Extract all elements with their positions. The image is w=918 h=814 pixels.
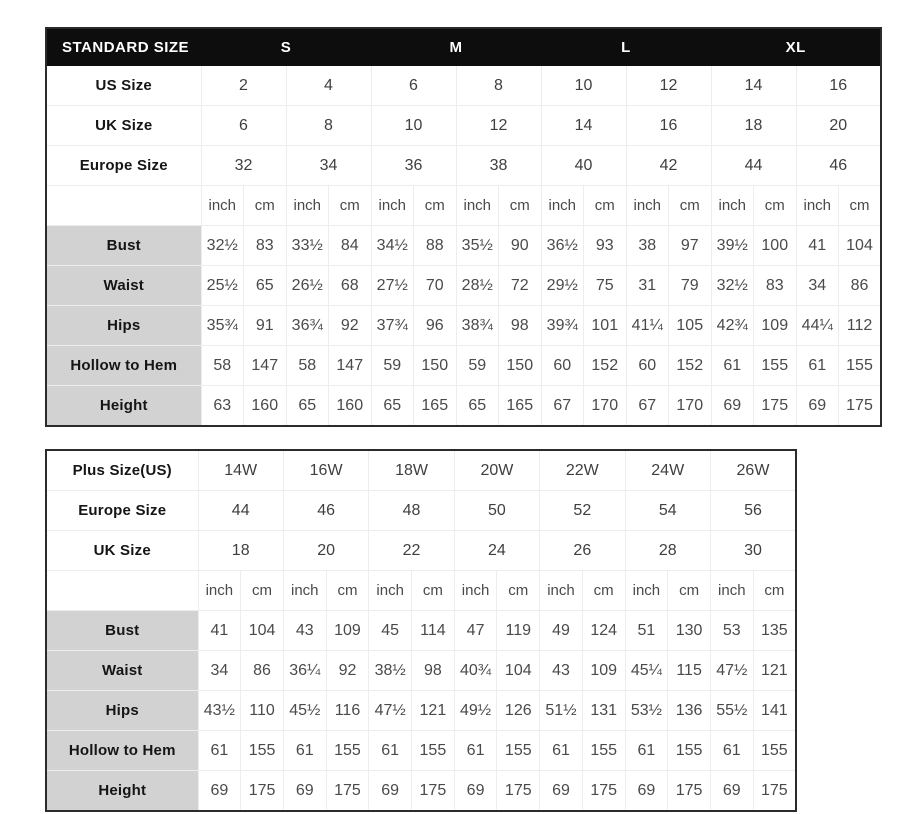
measure-value-cell: 92 — [326, 651, 369, 691]
measure-value-cell: 175 — [582, 771, 625, 812]
size-value-cell: 4 — [286, 66, 371, 106]
size-row — [46, 106, 881, 146]
measure-row — [46, 226, 881, 266]
unit-inch-cell: inch — [198, 571, 241, 611]
size-value-cell: 46 — [796, 146, 881, 186]
measure-value-cell: 38¾ — [456, 306, 499, 346]
size-value-cell: 38 — [456, 146, 541, 186]
row-label-cell: Europe Size — [46, 146, 201, 186]
unit-inch-cell: inch — [456, 186, 499, 226]
measure-value-cell: 36¼ — [283, 651, 326, 691]
measure-value-cell: 61 — [625, 731, 668, 771]
measure-row — [46, 306, 881, 346]
measure-value-cell: 112 — [839, 306, 882, 346]
size-row — [46, 531, 796, 571]
size-value-cell: 8 — [286, 106, 371, 146]
measure-value-cell: 49 — [540, 611, 583, 651]
measure-value-cell: 75 — [584, 266, 627, 306]
unit-inch-cell: inch — [541, 186, 584, 226]
measure-value-cell: 160 — [329, 386, 372, 427]
size-value-cell: 6 — [371, 66, 456, 106]
measure-label-cell: Height — [46, 771, 198, 812]
measure-value-cell: 49½ — [454, 691, 497, 731]
unit-cm-cell: cm — [754, 186, 797, 226]
size-group-cell: XL — [711, 28, 881, 66]
measure-value-cell: 88 — [414, 226, 457, 266]
size-value-cell: 20W — [454, 450, 539, 491]
size-value-cell: 50 — [454, 491, 539, 531]
measure-row — [46, 386, 881, 427]
unit-inch-cell: inch — [540, 571, 583, 611]
measure-value-cell: 27½ — [371, 266, 414, 306]
measure-value-cell: 160 — [244, 386, 287, 427]
measure-value-cell: 69 — [540, 771, 583, 812]
measure-value-cell: 109 — [582, 651, 625, 691]
measure-label-cell: Bust — [46, 226, 201, 266]
row-label-cell: Plus Size(US) — [46, 450, 198, 491]
measure-row — [46, 651, 796, 691]
measure-value-cell: 69 — [198, 771, 241, 812]
measure-value-cell: 44¼ — [796, 306, 839, 346]
measure-value-cell: 100 — [754, 226, 797, 266]
unit-inch-cell: inch — [711, 186, 754, 226]
measure-value-cell: 175 — [753, 771, 796, 812]
measure-value-cell: 41 — [198, 611, 241, 651]
unit-cm-cell: cm — [412, 571, 455, 611]
measure-value-cell: 69 — [369, 771, 412, 812]
measure-value-cell: 55½ — [710, 691, 753, 731]
measure-value-cell: 155 — [839, 346, 882, 386]
measure-row — [46, 691, 796, 731]
size-value-cell: 6 — [201, 106, 286, 146]
size-group-cell: M — [371, 28, 541, 66]
size-value-cell: 12 — [456, 106, 541, 146]
size-value-cell: 10 — [541, 66, 626, 106]
measure-value-cell: 41 — [796, 226, 839, 266]
unit-inch-cell: inch — [369, 571, 412, 611]
size-value-cell: 34 — [286, 146, 371, 186]
row-label-cell: US Size — [46, 66, 201, 106]
measure-value-cell: 31 — [626, 266, 669, 306]
measure-value-cell: 124 — [582, 611, 625, 651]
size-value-cell: 48 — [369, 491, 454, 531]
measure-label-cell: Bust — [46, 611, 198, 651]
unit-cm-cell: cm — [497, 571, 540, 611]
unit-cm-cell: cm — [584, 186, 627, 226]
row-label-cell: UK Size — [46, 531, 198, 571]
measure-value-cell: 90 — [499, 226, 542, 266]
size-value-cell: 28 — [625, 531, 710, 571]
measure-label-cell: Hips — [46, 691, 198, 731]
measure-value-cell: 69 — [625, 771, 668, 812]
size-value-cell: 40 — [541, 146, 626, 186]
unit-cm-cell: cm — [499, 186, 542, 226]
measure-value-cell: 65 — [286, 386, 329, 427]
measure-value-cell: 47½ — [369, 691, 412, 731]
size-value-cell: 20 — [796, 106, 881, 146]
unit-cm-cell: cm — [669, 186, 712, 226]
measure-value-cell: 97 — [669, 226, 712, 266]
measure-value-cell: 84 — [329, 226, 372, 266]
measure-row — [46, 266, 881, 306]
measure-value-cell: 83 — [754, 266, 797, 306]
measure-value-cell: 98 — [412, 651, 455, 691]
unit-inch-cell: inch — [796, 186, 839, 226]
measure-value-cell: 101 — [584, 306, 627, 346]
measure-value-cell: 39½ — [711, 226, 754, 266]
table-title-cell: STANDARD SIZE — [46, 28, 201, 66]
measure-value-cell: 152 — [584, 346, 627, 386]
measure-value-cell: 131 — [582, 691, 625, 731]
measure-value-cell: 34½ — [371, 226, 414, 266]
measure-value-cell: 165 — [414, 386, 457, 427]
measure-value-cell: 155 — [668, 731, 711, 771]
measure-value-cell: 135 — [753, 611, 796, 651]
measure-value-cell: 32½ — [201, 226, 244, 266]
unit-cm-cell: cm — [753, 571, 796, 611]
measure-value-cell: 63 — [201, 386, 244, 427]
measure-value-cell: 130 — [668, 611, 711, 651]
measure-value-cell: 35¾ — [201, 306, 244, 346]
measure-value-cell: 42¾ — [711, 306, 754, 346]
unit-inch-cell: inch — [283, 571, 326, 611]
unit-cm-cell: cm — [414, 186, 457, 226]
measure-value-cell: 53 — [710, 611, 753, 651]
measure-value-cell: 170 — [669, 386, 712, 427]
measure-value-cell: 29½ — [541, 266, 584, 306]
measure-value-cell: 175 — [326, 771, 369, 812]
unit-inch-cell: inch — [371, 186, 414, 226]
measure-label-cell: Waist — [46, 651, 198, 691]
measure-value-cell: 136 — [668, 691, 711, 731]
unit-cm-cell: cm — [839, 186, 882, 226]
measure-value-cell: 155 — [753, 731, 796, 771]
size-value-cell: 14W — [198, 450, 283, 491]
measure-value-cell: 115 — [668, 651, 711, 691]
measure-value-cell: 126 — [497, 691, 540, 731]
measure-value-cell: 72 — [499, 266, 542, 306]
measure-value-cell: 104 — [497, 651, 540, 691]
measure-value-cell: 67 — [541, 386, 584, 427]
unit-cm-cell: cm — [668, 571, 711, 611]
size-value-cell: 18W — [369, 450, 454, 491]
measure-value-cell: 51 — [625, 611, 668, 651]
measure-label-cell: Hollow to Hem — [46, 346, 201, 386]
row-label-cell: UK Size — [46, 106, 201, 146]
size-group-cell: S — [201, 28, 371, 66]
size-value-cell: 20 — [283, 531, 368, 571]
size-value-cell: 36 — [371, 146, 456, 186]
size-value-cell: 22W — [540, 450, 625, 491]
unit-cm-cell: cm — [326, 571, 369, 611]
measure-label-cell: Hollow to Hem — [46, 731, 198, 771]
size-value-cell: 46 — [283, 491, 368, 531]
measure-value-cell: 65 — [456, 386, 499, 427]
measure-value-cell: 175 — [497, 771, 540, 812]
size-value-cell: 44 — [711, 146, 796, 186]
unit-inch-cell: inch — [625, 571, 668, 611]
measure-value-cell: 150 — [499, 346, 542, 386]
unit-cm-cell: cm — [244, 186, 287, 226]
measure-value-cell: 70 — [414, 266, 457, 306]
measure-value-cell: 37¾ — [371, 306, 414, 346]
unit-row-spacer-cell — [46, 571, 198, 611]
measure-value-cell: 155 — [497, 731, 540, 771]
size-value-cell: 32 — [201, 146, 286, 186]
unit-cm-cell: cm — [241, 571, 284, 611]
measure-row — [46, 346, 881, 386]
measure-value-cell: 98 — [499, 306, 542, 346]
measure-value-cell: 175 — [668, 771, 711, 812]
size-row — [46, 491, 796, 531]
measure-value-cell: 59 — [371, 346, 414, 386]
measure-value-cell: 155 — [326, 731, 369, 771]
measure-value-cell: 104 — [241, 611, 284, 651]
measure-value-cell: 155 — [582, 731, 625, 771]
measure-value-cell: 65 — [371, 386, 414, 427]
size-value-cell: 44 — [198, 491, 283, 531]
measure-value-cell: 36¾ — [286, 306, 329, 346]
measure-value-cell: 68 — [329, 266, 372, 306]
measure-value-cell: 61 — [454, 731, 497, 771]
row-label-cell: Europe Size — [46, 491, 198, 531]
measure-value-cell: 92 — [329, 306, 372, 346]
unit-cm-cell: cm — [582, 571, 625, 611]
measure-value-cell: 58 — [286, 346, 329, 386]
measure-value-cell: 34 — [796, 266, 839, 306]
measure-value-cell: 60 — [541, 346, 584, 386]
measure-value-cell: 60 — [626, 346, 669, 386]
measure-value-cell: 61 — [796, 346, 839, 386]
measure-value-cell: 69 — [711, 386, 754, 427]
measure-value-cell: 43½ — [198, 691, 241, 731]
measure-value-cell: 109 — [326, 611, 369, 651]
size-value-cell: 22 — [369, 531, 454, 571]
measure-value-cell: 45 — [369, 611, 412, 651]
measure-value-cell: 25½ — [201, 266, 244, 306]
measure-value-cell: 116 — [326, 691, 369, 731]
measure-value-cell: 152 — [669, 346, 712, 386]
measure-value-cell: 51½ — [540, 691, 583, 731]
measure-value-cell: 105 — [669, 306, 712, 346]
measure-value-cell: 93 — [584, 226, 627, 266]
measure-value-cell: 59 — [456, 346, 499, 386]
measure-value-cell: 45¼ — [625, 651, 668, 691]
measure-value-cell: 86 — [241, 651, 284, 691]
measure-value-cell: 36½ — [541, 226, 584, 266]
measure-value-cell: 165 — [499, 386, 542, 427]
measure-value-cell: 69 — [454, 771, 497, 812]
measure-value-cell: 147 — [329, 346, 372, 386]
size-value-cell: 14 — [711, 66, 796, 106]
size-value-cell: 26W — [710, 450, 796, 491]
measure-value-cell: 26½ — [286, 266, 329, 306]
measure-value-cell: 43 — [540, 651, 583, 691]
measure-value-cell: 150 — [414, 346, 457, 386]
unit-row — [46, 571, 796, 611]
measure-value-cell: 114 — [412, 611, 455, 651]
size-value-cell: 12 — [626, 66, 711, 106]
measure-value-cell: 175 — [412, 771, 455, 812]
measure-value-cell: 47 — [454, 611, 497, 651]
measure-value-cell: 38½ — [369, 651, 412, 691]
measure-value-cell: 61 — [283, 731, 326, 771]
measure-value-cell: 170 — [584, 386, 627, 427]
group-header-row — [46, 28, 881, 66]
measure-label-cell: Hips — [46, 306, 201, 346]
size-value-cell: 18 — [711, 106, 796, 146]
measure-value-cell: 155 — [241, 731, 284, 771]
measure-value-cell: 32½ — [711, 266, 754, 306]
measure-value-cell: 58 — [201, 346, 244, 386]
size-group-cell: L — [541, 28, 711, 66]
measure-value-cell: 34 — [198, 651, 241, 691]
measure-row — [46, 731, 796, 771]
size-value-cell: 16W — [283, 450, 368, 491]
measure-value-cell: 121 — [753, 651, 796, 691]
measure-value-cell: 61 — [711, 346, 754, 386]
measure-value-cell: 155 — [412, 731, 455, 771]
measure-value-cell: 104 — [839, 226, 882, 266]
size-value-cell: 56 — [710, 491, 796, 531]
measure-value-cell: 53½ — [625, 691, 668, 731]
measure-value-cell: 61 — [369, 731, 412, 771]
measure-value-cell: 47½ — [710, 651, 753, 691]
size-value-cell: 24 — [454, 531, 539, 571]
size-value-cell: 18 — [198, 531, 283, 571]
measure-value-cell: 39¾ — [541, 306, 584, 346]
unit-inch-cell: inch — [286, 186, 329, 226]
measure-value-cell: 28½ — [456, 266, 499, 306]
measure-value-cell: 61 — [540, 731, 583, 771]
measure-value-cell: 79 — [669, 266, 712, 306]
unit-row-spacer-cell — [46, 186, 201, 226]
size-value-cell: 10 — [371, 106, 456, 146]
measure-value-cell: 65 — [244, 266, 287, 306]
unit-cm-cell: cm — [329, 186, 372, 226]
measure-value-cell: 121 — [412, 691, 455, 731]
measure-value-cell: 147 — [244, 346, 287, 386]
measure-value-cell: 61 — [710, 731, 753, 771]
measure-value-cell: 91 — [244, 306, 287, 346]
measure-value-cell: 69 — [283, 771, 326, 812]
measure-value-cell: 155 — [754, 346, 797, 386]
standard-size-table — [45, 27, 882, 427]
size-row — [46, 146, 881, 186]
measure-value-cell: 109 — [754, 306, 797, 346]
unit-inch-cell: inch — [710, 571, 753, 611]
size-value-cell: 16 — [626, 106, 711, 146]
size-value-cell: 26 — [540, 531, 625, 571]
measure-value-cell: 40¾ — [454, 651, 497, 691]
measure-label-cell: Height — [46, 386, 201, 427]
measure-row — [46, 771, 796, 812]
size-value-cell: 24W — [625, 450, 710, 491]
size-value-cell: 14 — [541, 106, 626, 146]
size-value-cell: 8 — [456, 66, 541, 106]
measure-value-cell: 45½ — [283, 691, 326, 731]
measure-value-cell: 69 — [796, 386, 839, 427]
measure-value-cell: 38 — [626, 226, 669, 266]
size-value-cell: 2 — [201, 66, 286, 106]
size-value-cell: 54 — [625, 491, 710, 531]
measure-label-cell: Waist — [46, 266, 201, 306]
measure-value-cell: 67 — [626, 386, 669, 427]
measure-value-cell: 110 — [241, 691, 284, 731]
size-value-cell: 42 — [626, 146, 711, 186]
measure-value-cell: 175 — [839, 386, 882, 427]
unit-row — [46, 186, 881, 226]
measure-value-cell: 86 — [839, 266, 882, 306]
measure-value-cell: 43 — [283, 611, 326, 651]
size-value-cell: 16 — [796, 66, 881, 106]
unit-inch-cell: inch — [201, 186, 244, 226]
measure-value-cell: 35½ — [456, 226, 499, 266]
measure-row — [46, 611, 796, 651]
size-row — [46, 66, 881, 106]
size-row — [46, 450, 796, 491]
plus-size-table — [45, 449, 797, 812]
size-value-cell: 52 — [540, 491, 625, 531]
measure-value-cell: 83 — [244, 226, 287, 266]
measure-value-cell: 96 — [414, 306, 457, 346]
measure-value-cell: 33½ — [286, 226, 329, 266]
measure-value-cell: 61 — [198, 731, 241, 771]
unit-inch-cell: inch — [454, 571, 497, 611]
measure-value-cell: 175 — [241, 771, 284, 812]
measure-value-cell: 69 — [710, 771, 753, 812]
unit-inch-cell: inch — [626, 186, 669, 226]
measure-value-cell: 41¼ — [626, 306, 669, 346]
measure-value-cell: 141 — [753, 691, 796, 731]
measure-value-cell: 119 — [497, 611, 540, 651]
measure-value-cell: 175 — [754, 386, 797, 427]
size-value-cell: 30 — [710, 531, 796, 571]
